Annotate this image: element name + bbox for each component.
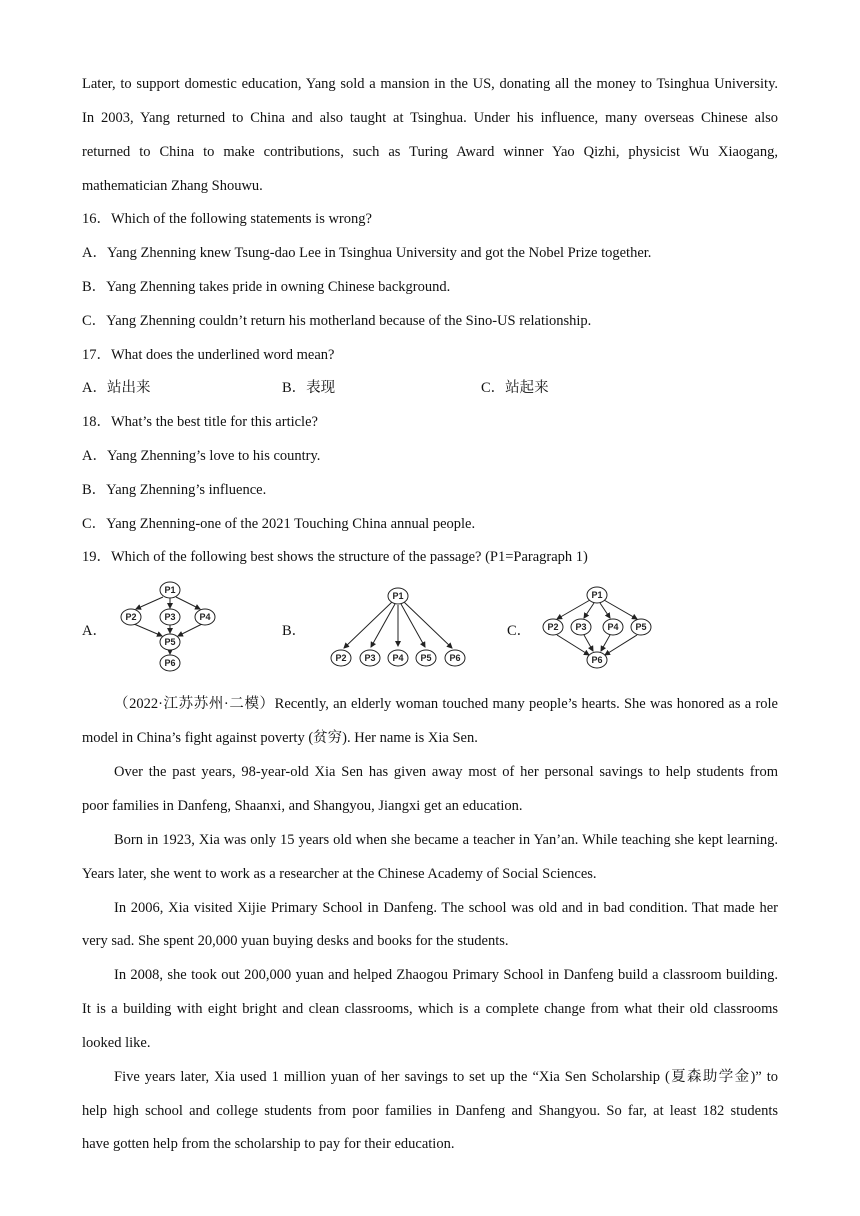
passage-line: help high school and college students from poor families in Danfeng and Shangyou. So far, at least 182 students (82, 1103, 778, 1119)
node-p4: P4 (199, 612, 211, 622)
option-19-b: B． (282, 623, 307, 639)
node-p1: P1 (591, 590, 603, 600)
option-18-b: B．Yang Zhenning’s influence. (82, 482, 267, 498)
passage-line: Years later, she went to work as a researcher at the Chinese Academy of Social Sciences. (82, 866, 597, 882)
option-17-a: A．站出来 (82, 380, 151, 396)
node-p3: P3 (164, 612, 176, 622)
passage-line: Five years later, Xia used 1 million yuan of her savings to set up the “Xia Sen Scholarship (夏森助学金)” to (114, 1069, 778, 1085)
passage-line: In 2006, Xia visited Xijie Primary School in Danfeng. The school was old and in bad condition. That made her (114, 900, 778, 916)
question-18: 18．What’s the best title for this article? (82, 414, 318, 430)
passage-line: It is a building with eight bright and clean classrooms, which is a complete change from what their old classrooms (82, 1001, 778, 1017)
passage-line: （2022·江苏苏州·二模）Recently, an elderly woman touched many people’s hearts. She was honored as a role (114, 696, 778, 712)
node-p6: P6 (164, 658, 176, 668)
node-p3: P3 (575, 622, 587, 632)
node-p1: P1 (164, 585, 176, 595)
passage-line: poor families in Danfeng, Shaanxi, and Shangyou, Jiangxi get an education. (82, 798, 523, 814)
node-p6: P6 (449, 653, 461, 663)
node-p6: P6 (591, 655, 603, 665)
node-p2: P2 (547, 622, 559, 632)
node-p1: P1 (392, 591, 404, 601)
passage-line: In 2008, she took out 200,000 yuan and helped Zhaogou Primary School in Danfeng build a classroom building. (114, 967, 778, 983)
passage-line: model in China’s fight against poverty (贫穷). Her name is Xia Sen. (82, 730, 478, 746)
node-p5: P5 (635, 622, 647, 632)
node-p5: P5 (420, 653, 432, 663)
paragraph-line: returned to China to make contributions, such as Turing Award winner Yao Qizhi, physicist Wu Xiaogang, (82, 144, 778, 160)
passage-line: looked like. (82, 1035, 151, 1051)
passage-line: Born in 1923, Xia was only 15 years old when she became a teacher in Yan’an. While teaching she kept learning. (114, 832, 778, 848)
passage-line: have gotten help from the scholarship to pay for their education. (82, 1136, 455, 1152)
paragraph-line: mathematician Zhang Shouwu. (82, 178, 263, 194)
passage-line: very sad. She spent 20,000 yuan buying desks and books for the students. (82, 933, 509, 949)
node-p3: P3 (364, 653, 376, 663)
question-17: 17．What does the underlined word mean? (82, 347, 335, 363)
paragraph-line: Later, to support domestic education, Yang sold a mansion in the US, donating all the money to Tsinghua University. (82, 76, 778, 92)
node-p5: P5 (164, 637, 176, 647)
option-18-c: C．Yang Zhenning-one of the 2021 Touching China annual people. (82, 516, 476, 532)
node-p2: P2 (335, 653, 347, 663)
paragraph-line: In 2003, Yang returned to China and also taught at Tsinghua. Under his influence, many overseas Chinese also (82, 110, 778, 126)
question-19: 19．Which of the following best shows the structure of the passage? (P1=Paragraph 1) (82, 549, 588, 565)
option-19-c: C． (507, 623, 532, 639)
structure-diagram-a (114, 580, 222, 672)
option-19-a: A． (82, 623, 107, 639)
option-17-b: B．表现 (282, 380, 336, 396)
structure-diagram-b (326, 584, 472, 670)
node-p2: P2 (125, 612, 137, 622)
structure-diagram-c (537, 584, 659, 670)
passage-line: Over the past years, 98-year-old Xia Sen has given away most of her personal savings to help students from (114, 764, 778, 780)
option-16-b: B．Yang Zhenning takes pride in owning Chinese background. (82, 279, 451, 295)
option-17-c: C．站起来 (481, 380, 549, 396)
question-16: 16．Which of the following statements is wrong? (82, 211, 372, 227)
node-p4: P4 (607, 622, 619, 632)
node-p4: P4 (392, 653, 404, 663)
option-16-a: A．Yang Zhenning knew Tsung-dao Lee in Tsinghua University and got the Nobel Prize together. (82, 245, 652, 261)
option-18-a: A．Yang Zhenning’s love to his country. (82, 448, 321, 464)
option-16-c: C．Yang Zhenning couldn’t return his motherland because of the Sino-US relationship. (82, 313, 592, 329)
